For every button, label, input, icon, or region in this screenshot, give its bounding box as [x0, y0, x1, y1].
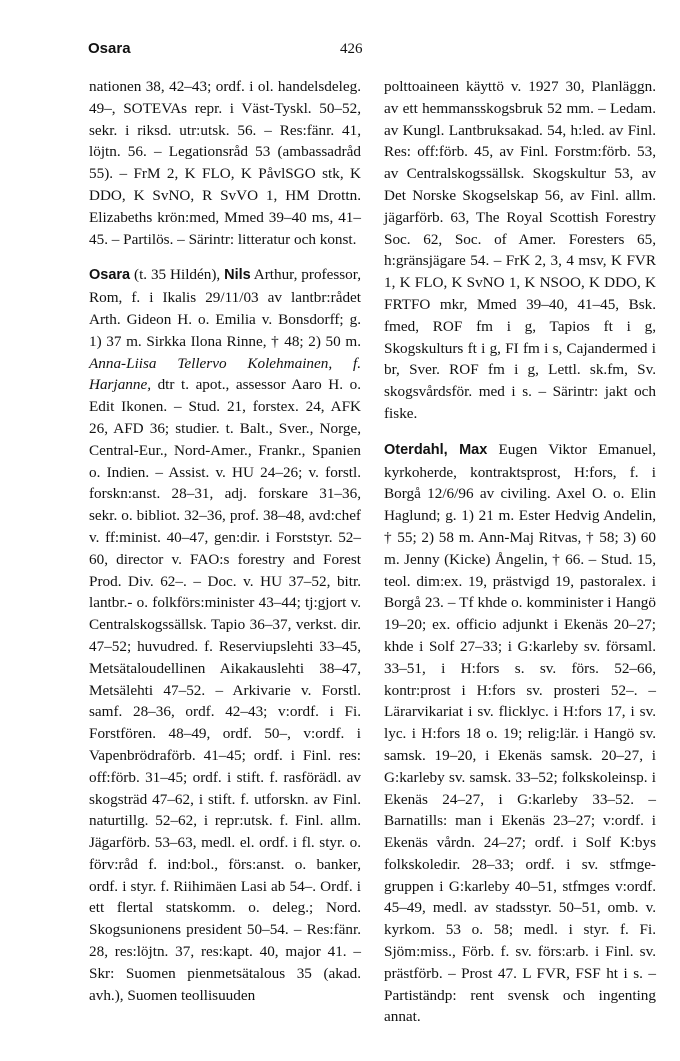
left-column — [89, 76, 361, 1006]
entry-first-name: Nils — [224, 267, 251, 284]
entry-osara-nils — [89, 264, 361, 1006]
entry-continuation-left: nationen 38, 42–43; ordf. i ol. handelsdeleg. 49–, SOTEVAs repr. i Väst-Tyskl. 50–52, sekr. i riksd. utr:utsk. 56. – Res:fänr. 41, löjtn. 56. – Legationsråd 53 (ambassadråd 55). – FrM 2, K FLO, K PåvlSGO stk, K DDO, K SvNO, R SvVO 1, HM Drottn. Elizabeths krön:med, Mmed 39–40 ms, 41–45. – Partilös. – Särintr: litteratur och konst. — [89, 78, 361, 248]
entry-continuation-right: polttoaineen käyttö v. 1927 30, Planläggn. av ett hemmansskogsbruk 52 mm. – Ledam. av Kungl. Lantbruksakad. 54, h:led. av Finl. Res: off:förb. 45, av Finl. Forstm:förb. 53, av Centralskogssällsk. Skogskultur 53, av Det Norske Skogselskap 56, av Finl. allm. jägarförb. 63, The Royal Scottish Forestry Soc. 62, Soc. of Amer. Foresters 65, h:gränsjägare 54. – FrK 2, 3, 4 msv, K FVR 1, K FLO, K SvNO 1, K NSOO, K DDO, K FRTFO mkr, Mmed 39–40, 41–45, Bsk. fmed, ROF fm i g, Tapios ft i g, Skogskulturs ft i g, FI fm i s, Cajandermed i br, Sver. ROF fm i g, Lettl. sk.fm, Sv. skogsvårdsför. med i s. – Särintr: jakt och fiske. — [384, 78, 656, 422]
entry-oterdahl-max — [384, 439, 656, 1029]
entry-bio-part-2: dtr t. apot., assessor Aaro H. o. Edit Ikonen. – Stud. 21, forstex. 24, AFK 26, AFD 36; studier. t. Balt., Sver., Norge, Central-Eur., Nord-Amer., Frankr., Spanien o. Indien. – Assist. v. HU 24–26; v. forstl. forskn:anst. 28–31, adj. forskare 31–36, sekr. o. bibliot. 32–36, prof. 38–48, avd:chef v. ff:minist. 40–47, gen:dir. i Forststyr. 52–60, director v. FAO:s forestry and Forest Prod. Div. 62–. – Doc. v. HU 37–52, bitr. lantbr.- o. folkförs:minister 43–44; tj:gjort v. Centralskogssällsk. Tapio 36–37, verkst. dir. 47–52; huvudred. f. Reserviupslehti 33–45, Metsätaloudellinen Aikakauslehti 38–47, Metsälehti 47–52. – Arkivarie v. Forstl. samf. 28–36, ordf. 42–43; v:ordf. i Fi. Forstfören. 48–49, ordf. 50–, v:ordf. i Vapenbrödraförb. 41–45; ordf. i Finl. res: off:förb. 31–45; ordf. i stift. f. rasförädl. av skogsträd 47–62, i stift. f. utforskn. av Finl. naturtillg. 52–62, i repr:utsk. f. Finl. allm. Jägarförb. 53–63, medl. el. ordf. i fl. styr. o. förv:råd f. ind:bol., förs:anst. o. banker, ordf. i styr. f. Riihimäen Lasi ab 54–. Ordf. i ett flertal statskomm. o. deleg.; Nord. Skogsunionens president 50–54. – Res:fänr. 28, res:löjtn. 37, res:kapt. 40, major 41. – Skr: Suomen pienmetsätalous 35 (akad. avh.), Suomen teollisuuden — [89, 376, 361, 1004]
entry-bio-part-1: Arthur, professor, Rom, f. i Ikalis 29/11/03 av lantbr:rådet Arth. Gideon H. o. Emilia v. Bonsdorff; g. 1) 37 m. Sirkka Ilona Rinne, † 48; 2) 50 m. — [89, 266, 362, 350]
entry-surname: Osara — [89, 267, 131, 284]
entry-bio: Eugen Viktor Emanuel, kyrkoherde, kontraktsprost, H:fors, f. i Borgå 12/6/96 av civiling. Axel O. o. Elin Haglund; g. 1) 21 m. Ester Hedvig Andelin, † 55; 2) 58 m. Ann-Maj Ritvas, † 58; 3) 60 m. Jenny (Kicke) Ångelin, † 66. – Stud. 15, teol. dim:ex. 19, prästvigd 19, pastoralex. i Borgå 23. – Tf khde o. komminister i Hangö 19–20; ex. officio adjunkt i Ekenäs 20–27; khde i Solf 27–33; i G:karleby sv. församl. 33–51, i H:fors s. sv. förs. 52–66, kontr:prost i H:fors sv. prosteri 52–. – Lärarvikariat i sv. flicklyc. i H:fors 17, i sv. lyc. i H:fors 18 o. 19; relig:lär. i Hangö sv. samsk. 19–20, i Ekenäs samsk. 20–27, i G:karleby sv. samsk. 33–52; folkskoleinsp. i Ekenäs 24–27, i G:karleby 33–52. – Barnatills: man i Ekenäs 23–27; v:ordf. i Ekenäs vårdn. 24–27; ordf. i Solf K:bys folkskoledir. 28–33; ordf. i sv. stfmge-gruppen i G:karleby 40–51, stfmges v:ordf. 45–49, medl. av stadsstyr. 50–51, omb. v. kyrkom. 53 o. 58; medl. i styr. f. Fi. Sjöm:miss., Förb. f. sv. förs:arb. i Finl. sv. prästförb. – Prost 47. L FVR, FSF ht i s. – Partiständp: rent svensk och ingenting annat. — [384, 440, 656, 1026]
entry-birth-name-note: (t. 35 Hildén), — [130, 266, 225, 284]
entry-spouse-name: Anna-Liisa Tellervo Kolehmainen, f. Harjanne, — [89, 354, 361, 394]
entry-tail-note: – Prost 47. L FVR, — [442, 964, 570, 982]
page-number: 426 — [340, 41, 363, 57]
right-column — [384, 76, 656, 1028]
entry-surname-first: Oterdahl, Max — [384, 441, 488, 458]
running-head: Osara — [88, 40, 131, 57]
